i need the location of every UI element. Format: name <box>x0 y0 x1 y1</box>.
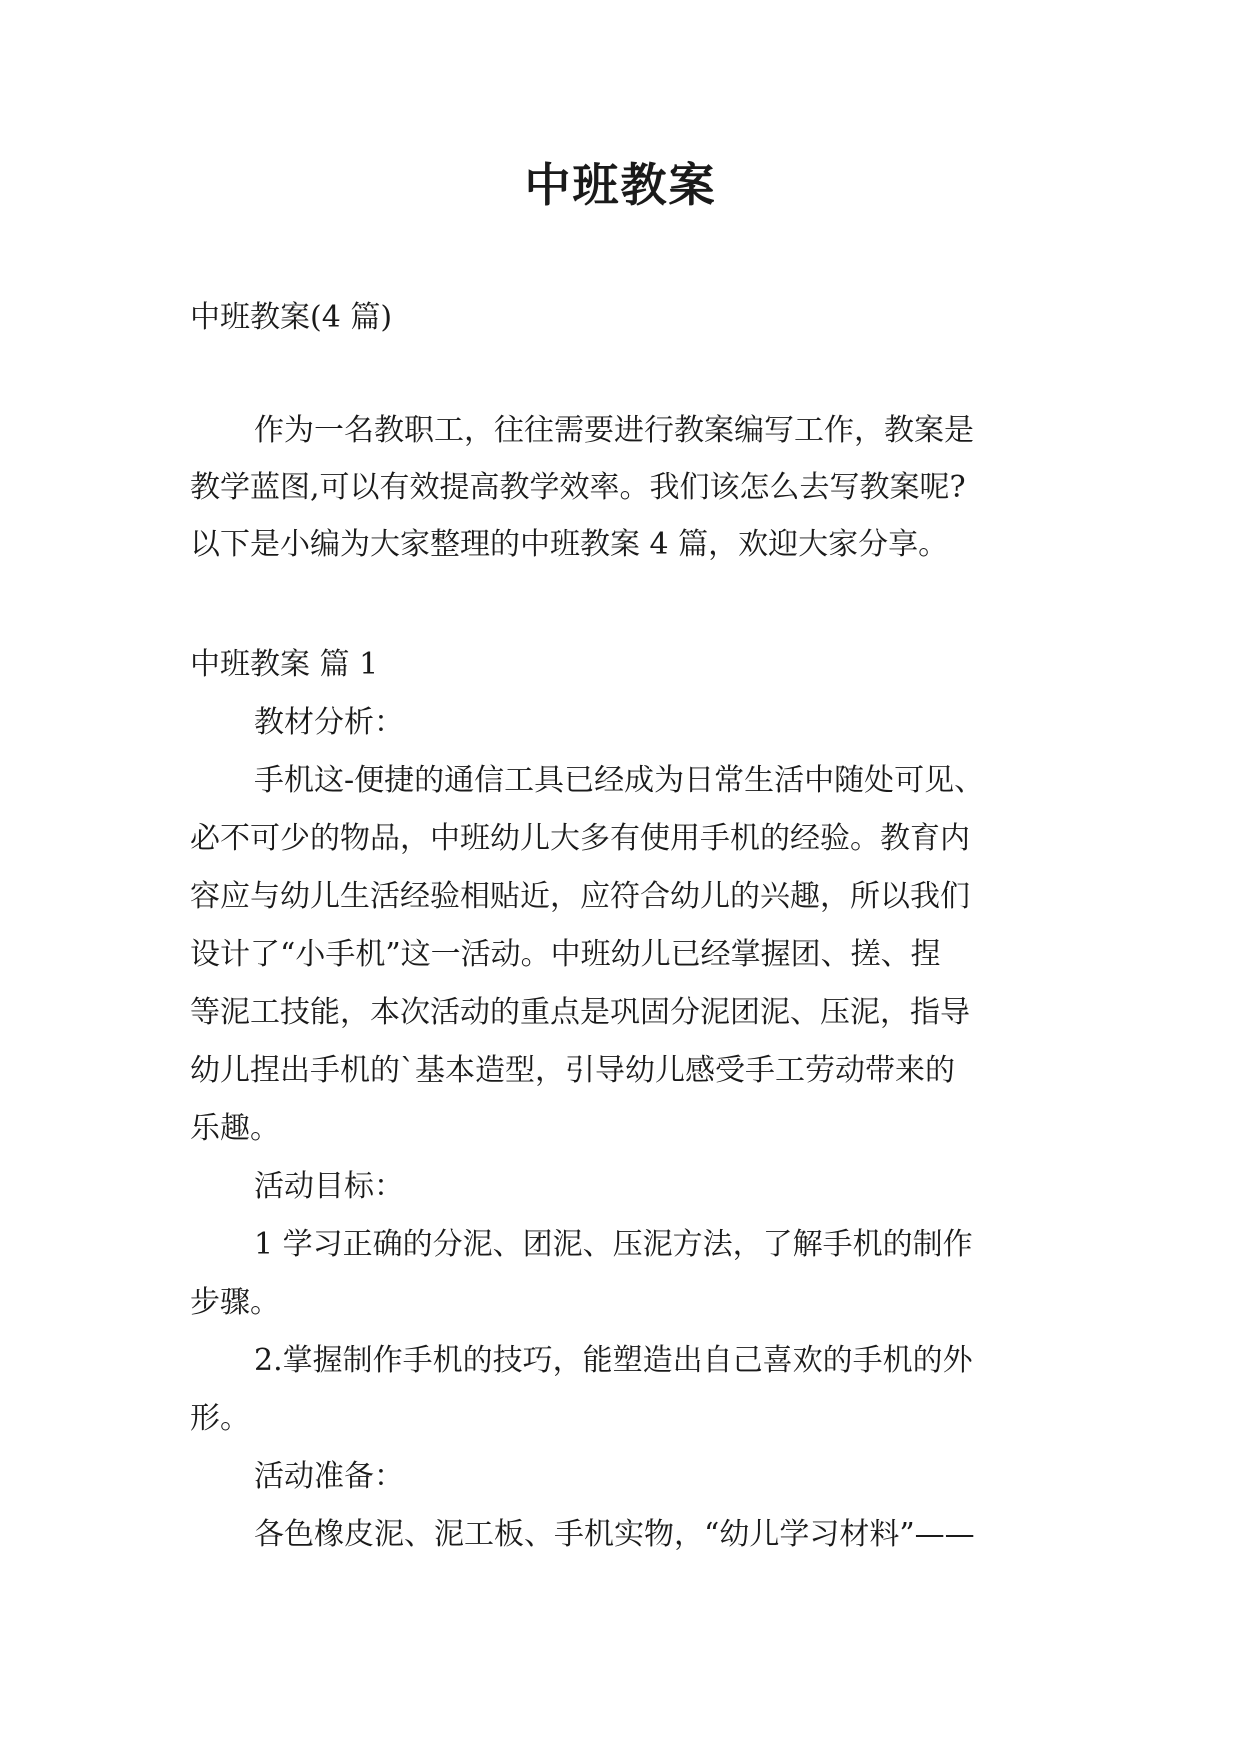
intro-line: 教学蓝图,可以有效提高教学效率。我们该怎么去写教案呢? <box>190 470 966 505</box>
body-line: 幼儿捏出手机的`基本造型，引导幼儿感受手工劳动带来的 <box>190 1053 955 1088</box>
body-line: 步骤。 <box>190 1285 280 1320</box>
body-line: 必不可少的物品，中班幼儿大多有使用手机的经验。教育内 <box>190 821 970 856</box>
body-line: 2.掌握制作手机的技巧，能塑造出自己喜欢的手机的外 <box>254 1343 973 1378</box>
section-heading: 中班教案 篇 1 <box>190 647 379 682</box>
subheading-material-analysis: 教材分析： <box>254 705 404 740</box>
body-line: 容应与幼儿生活经验相贴近，应符合幼儿的兴趣，所以我们 <box>190 879 970 914</box>
body-line: 各色橡皮泥、泥工板、手机实物，“幼儿学习材料”—— <box>254 1517 975 1552</box>
subheading-activity-preparation: 活动准备： <box>254 1459 404 1494</box>
body-line: 等泥工技能，本次活动的重点是巩固分泥团泥、压泥，指导 <box>190 995 970 1030</box>
intro-paragraph <box>190 402 1070 573</box>
body-line: 1 学习正确的分泥、团泥、压泥方法，了解手机的制作 <box>254 1227 973 1262</box>
body-line: 形。 <box>190 1401 250 1436</box>
intro-line: 以下是小编为大家整理的中班教案 4 篇，欢迎大家分享。 <box>190 527 949 562</box>
body-line: 手机这-便捷的通信工具已经成为日常生活中随处可见、 <box>254 763 985 798</box>
document-subtitle: 中班教案(4 篇) <box>190 300 393 335</box>
intro-line: 作为一名教职工，往往需要进行教案编写工作，教案是 <box>254 413 974 448</box>
document-title: 中班教案 <box>524 158 717 212</box>
body-line: 设计了“小手机”这一活动。中班幼儿已经掌握团、搓、捏 <box>190 937 941 972</box>
lesson-plan-body <box>190 636 1090 1564</box>
subheading-activity-goals: 活动目标： <box>254 1169 404 1204</box>
body-line: 乐趣。 <box>190 1111 280 1146</box>
